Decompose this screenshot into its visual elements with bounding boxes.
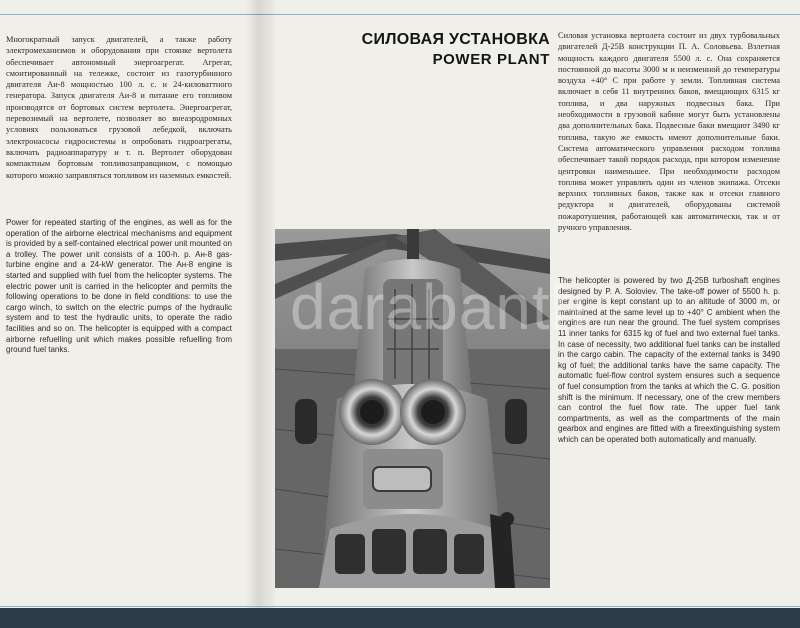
right-russian-paragraph: Силовая установка вертолета состоит из двух турбовальных двигателей Д-25В конструкции П. А. Соловьева. Взлетная мощность каждого двигателя 5500 л. с. Она сохраняется постоянной до высоты 3000 м и неизменной до температуры воздуха +40° С при работе у земли. Топливная система включает в себя 11 внутренних баков, вмещающих 6315 кг топлива, и два наружных подвесных бака. При необходимости в грузовой кабине могут быть установлены два дополнительных бака. Подвесные баки вмещают 3490 кг топлива, такую же емкость имеют дополнительные баки. Система автоматического управления расходом топлива обеспечивает такой порядок расхода, при котором изменение центровки наименьшее. При необходимости расходом топлива может управлять один из членов экипажа. Отсеки верхних топливных баков, также как и отсеки главного редуктора и двигателей, оборудованы системой пожаротушения, работающей как автоматически, так и от ручного управления.: [558, 31, 780, 233]
watermark: darabanth: [290, 271, 588, 343]
helicopter-image: [275, 229, 550, 588]
left-english-paragraph: Power for repeated starting of the engines, as well as for the operation of the airborne electrical mechanisms and equipment is provided by a self-contained electrical power unit mounted on a trolley. The power unit consists of a 100-h. p. Ан-8 gas-turbine engine and a 24-kW generator. The Ан-8 engine is started and supplied with fuel from the helicopter systems. The electric power unit is carried in the helicopter and permits the following operations to be done in field conditions: to use the cargo winch, to switch on the electric pumps of the hydraulic system and to test the hydraulic units, to operate the radio facilities and so on. The helicopter is equipped with a compact airborne refuelling unit which makes possible refuelling from ground fuel tanks.: [6, 218, 232, 355]
left-russian-paragraph: Многократный запуск двигателей, а также работу электромеханизмов и оборудования при стоянке вертолета обеспечивает автономный энергоагрегат. Агрегат, смонтированный на тележке, состоит из газотурбинного двигателя Аи-8 мощностью 100 л. с. и 24-киловаттного генератора. Запуск двигателя Аи-8 и питание его топливом производятся от бортовых систем вертолета. Энергоагрегат, перевозимый на вертолете, позволяет во внеаэродромных условиях пользоваться грузовой лебедкой, включать электронасосы гидросистемы и опробовать гидроагрегаты, включать радиоаппаратуру и т. п. Вертолет оборудован компактным бортовым топливозаправщиком, с помощью которого можно заправляться топливом из наземных емкостей.: [6, 35, 232, 180]
right-english-text: [558, 276, 780, 446]
left-russian-text: [6, 34, 232, 181]
right-russian-text: [558, 30, 780, 233]
title-english: POWER PLANT: [432, 51, 550, 68]
top-rule: [0, 14, 800, 15]
bottom-frame: [0, 608, 800, 628]
bottom-rule: [0, 606, 800, 607]
spine-shadow: [245, 0, 275, 628]
left-english-text: [6, 218, 232, 356]
helicopter-photo: [275, 229, 550, 588]
title-russian: СИЛОВАЯ УСТАНОВКА: [361, 31, 550, 48]
page-title: [330, 30, 550, 70]
right-english-paragraph: The helicopter is powered by two Д-25В turboshaft engines designed by P. A. Soloviev. The take-off power of 5500 h. p. per engine is kept constant up to an altitude of 3000 m, or maintained at the same level up to +40° C ambient when the engines are run near the ground. The fuel system comprises 11 inner tanks for 6315 kg of fuel and two external fuel tanks. In case of necessity, two additional fuel tanks can be installed in the cargo cabin. The capacity of the external tanks is 3490 kg of fuel; the additional tanks have the same capacity. The automatic fuel-flow control system ensures such a sequence of fuel consumption from the tanks at which the C. G. position shift is the minimum. If necessary, one of the crew members can control the fuel flow rate. The upper fuel tank compartments, as well as the compartments of the main gearbox and engines are fitted with a fireextinguishing system which can be operated both automatically and manually.: [558, 276, 780, 444]
